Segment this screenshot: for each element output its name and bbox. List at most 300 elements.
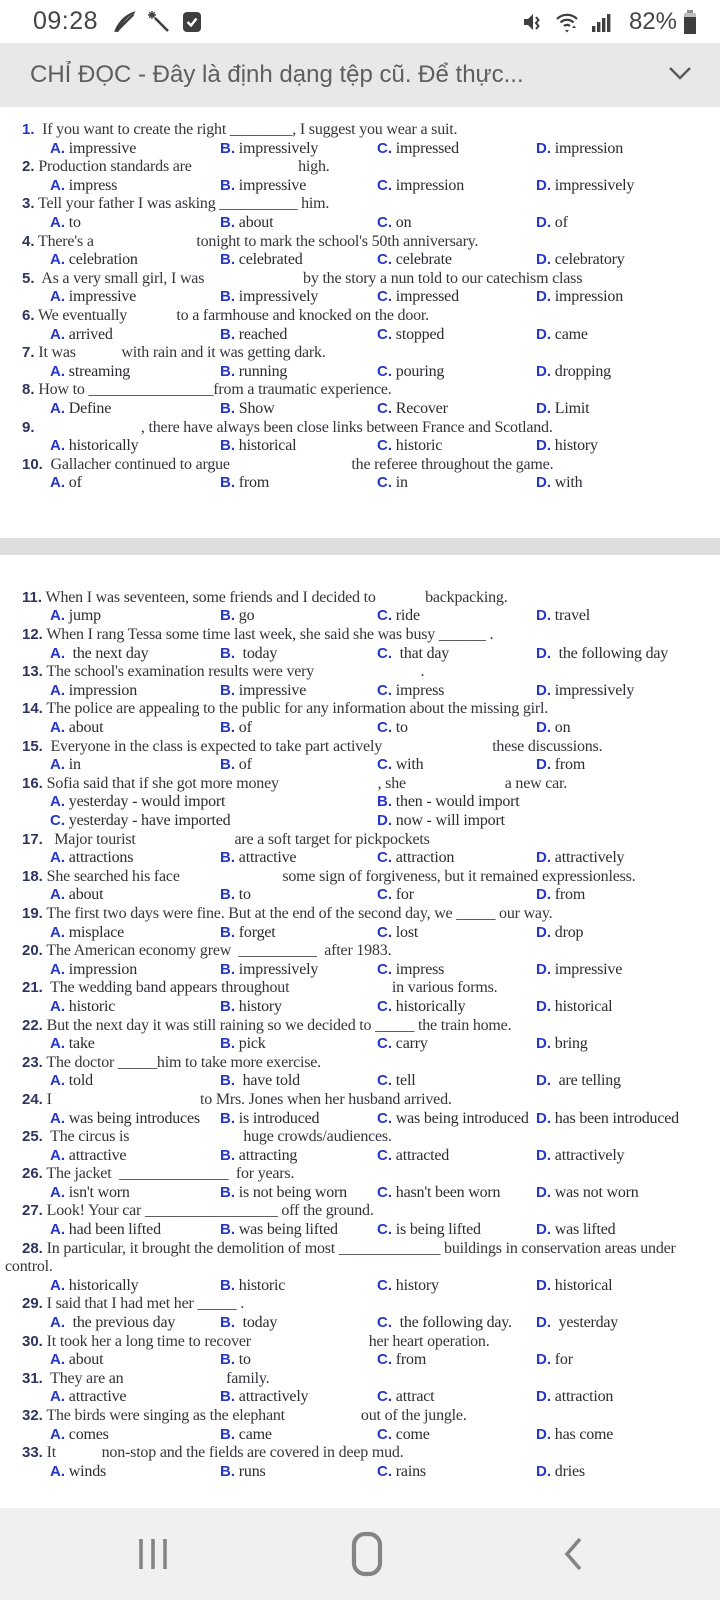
option-letter: A. [50, 325, 65, 343]
option-B [220, 1221, 377, 1240]
options-row-23 [0, 1072, 720, 1091]
options-row-3 [0, 214, 720, 233]
question-number: 29. [22, 1295, 43, 1313]
option-D [536, 1314, 720, 1333]
question-25 [0, 1128, 720, 1147]
option-text: yesterday - would import [65, 793, 226, 811]
option-text: about [65, 1351, 104, 1369]
option-A [50, 756, 220, 775]
home-button[interactable] [344, 1525, 390, 1583]
option-B [220, 719, 377, 738]
question-9 [0, 419, 720, 438]
option-letter: D. [536, 923, 551, 941]
option-text: drop [551, 923, 584, 941]
option-B [220, 1110, 377, 1129]
question-text: But the next day it was still raining so we decided to _____ the train home. [42, 1016, 512, 1034]
option-C [377, 437, 536, 456]
option-letter: C. [377, 1109, 392, 1127]
option-text: for [392, 886, 414, 904]
option-text: the next day [65, 644, 149, 662]
option-letter: A. [50, 1221, 65, 1239]
option-letter: D. [536, 997, 551, 1015]
option-text: is not being worn [235, 1183, 347, 1201]
option-A [50, 1072, 220, 1091]
page-separator [0, 538, 720, 555]
question-21 [0, 979, 720, 998]
question-2 [0, 158, 720, 177]
question-number: 22. [22, 1016, 43, 1034]
option-text: go [235, 607, 255, 625]
option-letter: D. [536, 607, 551, 625]
option-A [50, 474, 220, 493]
option-letter: D. [536, 1035, 551, 1053]
question-text: If you want to create the right ________, I suggest you wear a suit. [34, 121, 458, 138]
option-text: in [392, 474, 408, 492]
question-text: The school's examination results were very . [42, 663, 425, 681]
question-7 [0, 344, 720, 363]
option-C [377, 363, 536, 382]
option-text: was being lifted [235, 1221, 338, 1239]
option-D [536, 924, 720, 943]
option-letter: B. [220, 997, 235, 1015]
option-D [536, 1388, 720, 1407]
option-text: impression [65, 681, 138, 699]
option-letter: B. [220, 719, 235, 737]
option-B [220, 1072, 377, 1091]
option-letter: C. [377, 681, 392, 699]
option-text: in [65, 756, 81, 774]
option-letter: D. [536, 960, 551, 978]
option-letter: B. [220, 1109, 235, 1127]
option-text: impress [392, 960, 445, 978]
option-text: winds [65, 1462, 107, 1480]
option-C [377, 474, 536, 493]
question-text: As a very small girl, I was by the story a nun told to our catechism class [34, 269, 583, 287]
option-D [536, 1463, 720, 1482]
pen-icon [112, 9, 138, 35]
option-text: impress [65, 176, 118, 194]
battery-icon [681, 9, 699, 35]
option-text: impressively [551, 681, 635, 699]
option-text: rains [392, 1462, 426, 1480]
option-letter: C. [377, 437, 392, 455]
option-letter: A. [50, 139, 65, 157]
options-row-24 [0, 1110, 720, 1129]
option-letter: B. [220, 960, 235, 978]
option-text: isn't worn [65, 1183, 130, 1201]
option-letter: B. [220, 681, 235, 699]
option-text: was being introduced [392, 1109, 529, 1127]
option-letter: D. [536, 139, 551, 157]
question-number: 10. [22, 455, 43, 473]
option-D [536, 607, 720, 626]
option-letter: B. [220, 437, 235, 455]
option-text: dries [551, 1462, 585, 1480]
option-D [536, 1351, 720, 1370]
option-D [536, 140, 720, 159]
option-text: streaming [65, 362, 131, 380]
option-C [377, 961, 536, 980]
question-text: There's a tonight to mark the school's 50th anniversary. [34, 232, 479, 250]
option-D [536, 288, 720, 307]
option-D [536, 400, 720, 419]
option-text: misplace [65, 923, 125, 941]
option-letter: A. [50, 681, 65, 699]
option-A [50, 1463, 220, 1482]
options-row-5 [0, 288, 720, 307]
option-letter: C. [377, 644, 392, 662]
option-A [50, 1184, 220, 1203]
option-text: of [235, 719, 252, 737]
option-letter: D. [536, 681, 551, 699]
option-letter: B. [220, 1035, 235, 1053]
option-letter: B. [220, 1388, 235, 1406]
option-letter: A. [50, 719, 65, 737]
options-row-27 [0, 1221, 720, 1240]
option-text: today [235, 644, 278, 662]
options-row-26 [0, 1184, 720, 1203]
option-text: attractive [65, 1388, 127, 1406]
option-text: from [551, 756, 586, 774]
option-text: attract [392, 1388, 435, 1406]
option-D [536, 1110, 720, 1129]
question-14 [0, 700, 720, 719]
option-text: attracted [392, 1146, 450, 1164]
question-text: It was with rain and it was getting dark. [34, 344, 326, 362]
options-row-28 [0, 1277, 720, 1296]
question-11 [0, 589, 720, 608]
option-C [377, 756, 536, 775]
option-letter: D. [536, 719, 551, 737]
option-B [220, 214, 377, 233]
option-B [220, 682, 377, 701]
question-number: 5. [22, 269, 35, 287]
battery-percent: 82% [628, 7, 677, 35]
option-text: Limit [551, 399, 590, 417]
readonly-banner[interactable] [0, 43, 720, 107]
option-letter: B. [220, 1146, 235, 1164]
option-letter: D. [536, 474, 551, 492]
question-number: 27. [22, 1202, 43, 1220]
option-B [220, 1184, 377, 1203]
question-8 [0, 381, 720, 400]
option-text: celebrated [235, 251, 303, 269]
option-text: comes [65, 1425, 109, 1443]
option-text: the following day [551, 644, 669, 662]
option-letter: B. [220, 1462, 235, 1480]
option-C [377, 645, 536, 664]
question-number: 30. [22, 1332, 43, 1350]
option-C [377, 288, 536, 307]
question-number: 16. [22, 774, 43, 792]
option-text: attractively [235, 1388, 309, 1406]
option-text: was being introduces [65, 1109, 200, 1127]
option-letter: C. [377, 607, 392, 625]
options-row-10 [0, 474, 720, 493]
option-letter: B. [220, 1221, 235, 1239]
option-letter: B. [220, 325, 235, 343]
option-letter: C. [377, 1146, 392, 1164]
option-letter: C. [377, 1351, 392, 1369]
option-text: yesterday - have imported [65, 812, 231, 829]
option-text: arrived [65, 325, 113, 343]
options-row-19 [0, 924, 720, 943]
options-row-11 [0, 607, 720, 626]
option-text: historically [392, 997, 466, 1015]
option-letter: A. [50, 1351, 65, 1369]
option-letter: C. [377, 474, 392, 492]
option-text: lost [392, 923, 419, 941]
option-C [377, 1277, 536, 1296]
question-32 [0, 1407, 720, 1426]
wifi-icon [553, 10, 581, 34]
option-letter: C. [377, 1183, 392, 1201]
options-row-32 [0, 1426, 720, 1445]
question-28 [0, 1240, 720, 1277]
question-number: 18. [22, 867, 43, 885]
option-text: forget [235, 923, 276, 941]
option-letter: C. [377, 1462, 392, 1480]
option-C [377, 140, 536, 159]
option-A [50, 1110, 220, 1129]
options-row-16 [0, 812, 720, 831]
option-text: to [235, 886, 251, 904]
option-letter: A. [50, 176, 65, 194]
question-4 [0, 233, 720, 252]
option-letter: C. [377, 923, 392, 941]
option-A [50, 1221, 220, 1240]
option-text: historic [235, 1276, 286, 1294]
question-text: How to ________________from a traumatic experience. [34, 381, 392, 399]
option-A [50, 886, 220, 905]
options-row-6 [0, 326, 720, 345]
option-C [377, 886, 536, 905]
question-text: The doctor _____him to take more exercise. [42, 1053, 321, 1071]
option-text: has been introduced [551, 1109, 679, 1127]
question-number: 6. [22, 306, 35, 324]
option-A [50, 1314, 220, 1333]
option-letter: D. [536, 362, 551, 380]
question-number: 33. [22, 1444, 43, 1462]
option-A [50, 924, 220, 943]
option-letter: A. [50, 1314, 65, 1332]
question-number: 9. [22, 418, 35, 436]
option-C [377, 1351, 536, 1370]
options-row-13 [0, 682, 720, 701]
option-letter: C. [377, 362, 392, 380]
option-letter: A. [50, 1388, 65, 1406]
question-text: The American economy grew __________ after 1983. [42, 942, 392, 960]
option-text: impressive [235, 176, 307, 194]
option-text: impressively [235, 139, 319, 157]
option-letter: A. [50, 849, 65, 867]
options-row-2 [0, 177, 720, 196]
option-D [536, 886, 720, 905]
question-number: 23. [22, 1053, 43, 1071]
option-B [220, 177, 377, 196]
option-letter: A. [50, 1276, 65, 1294]
options-row-7 [0, 363, 720, 382]
question-13 [0, 663, 720, 682]
option-C [377, 1221, 536, 1240]
option-B [220, 849, 377, 868]
option-B [220, 645, 377, 664]
option-text: about [235, 213, 274, 231]
option-A [50, 645, 220, 664]
option-D [536, 251, 720, 270]
question-text: The circus is huge crowds/audiences. [42, 1128, 392, 1146]
status-bar [0, 0, 720, 43]
option-C [377, 924, 536, 943]
option-text: the following day. [392, 1314, 512, 1332]
option-A [50, 1035, 220, 1054]
option-letter: A. [50, 644, 65, 662]
option-letter: A. [50, 1462, 65, 1480]
option-C [377, 849, 536, 868]
option-text: hasn't been worn [392, 1183, 501, 1201]
option-text: attractive [235, 849, 297, 867]
option-letter: B. [220, 849, 235, 867]
option-B [220, 474, 377, 493]
option-C [377, 1314, 536, 1333]
option-D [536, 719, 720, 738]
option-text: came [551, 325, 588, 343]
option-letter: D. [377, 812, 392, 829]
option-letter: A. [50, 1035, 65, 1053]
option-B [220, 1388, 377, 1407]
option-text: from [392, 1351, 427, 1369]
option-D [536, 1221, 720, 1240]
option-text: of [65, 474, 82, 492]
option-letter: D. [536, 399, 551, 417]
option-text: impressed [392, 288, 459, 306]
option-letter: C. [377, 288, 392, 306]
question-text: When I rang Tessa some time last week, she said she was busy ______ . [42, 626, 494, 644]
option-C [377, 1388, 536, 1407]
chevron-down-icon[interactable] [668, 66, 692, 85]
option-letter: D. [536, 1146, 551, 1164]
question-12 [0, 626, 720, 645]
question-number: 2. [22, 158, 35, 176]
option-letter: A. [50, 1146, 65, 1164]
options-row-17 [0, 849, 720, 868]
question-number: 13. [22, 663, 43, 681]
option-text: impressive [235, 681, 307, 699]
question-number: 25. [22, 1128, 43, 1146]
option-B [220, 607, 377, 626]
option-letter: D. [536, 288, 551, 306]
options-row-31 [0, 1388, 720, 1407]
option-B [220, 326, 377, 345]
option-letter: C. [377, 1276, 392, 1294]
option-A [50, 1351, 220, 1370]
option-C [377, 326, 536, 345]
option-text: was not worn [551, 1183, 639, 1201]
option-text: came [235, 1425, 272, 1443]
option-A [50, 251, 220, 270]
question-number: 26. [22, 1165, 43, 1183]
option-text: of [235, 756, 252, 774]
option-letter: D. [536, 644, 551, 662]
question-26 [0, 1165, 720, 1184]
option-letter: C. [50, 812, 65, 829]
option-text: runs [235, 1462, 266, 1480]
question-text: In particular, it brought the demolition of most _____________ buildings in conservation areas under control. [5, 1239, 680, 1276]
question-text: , there have always been close links between France and Scotland. [34, 418, 553, 436]
question-text: I said that I had met her _____ . [42, 1295, 245, 1313]
option-letter: A. [50, 213, 65, 231]
option-letter: A. [50, 997, 65, 1015]
option-letter: A. [50, 886, 65, 904]
option-C [377, 1035, 536, 1054]
option-letter: A. [50, 362, 65, 380]
question-16 [0, 775, 720, 794]
option-letter: B. [220, 362, 235, 380]
option-text: from [235, 474, 270, 492]
option-letter: B. [220, 923, 235, 941]
option-letter: C. [377, 251, 392, 269]
option-text: impressively [235, 960, 319, 978]
option-D [536, 1184, 720, 1203]
question-text: We eventually to a farmhouse and knocked on the door. [34, 306, 429, 324]
option-text: running [235, 362, 288, 380]
option-B [220, 140, 377, 159]
option-letter: D. [536, 1462, 551, 1480]
option-A [50, 793, 377, 812]
option-text: ride [392, 607, 420, 625]
back-button[interactable] [558, 1531, 590, 1577]
options-row-22 [0, 1035, 720, 1054]
question-23 [0, 1054, 720, 1073]
option-text: is introduced [235, 1109, 320, 1127]
option-D [536, 756, 720, 775]
option-letter: C. [377, 960, 392, 978]
option-letter: B. [220, 1072, 235, 1090]
question-text: Production standards are high. [34, 158, 330, 176]
option-letter: D. [536, 1221, 551, 1239]
option-text: had been lifted [65, 1221, 161, 1239]
option-letter: C. [377, 176, 392, 194]
options-row-12 [0, 645, 720, 664]
question-number: 32. [22, 1407, 43, 1424]
options-row-9 [0, 437, 720, 456]
option-A [50, 719, 220, 738]
option-B [220, 1035, 377, 1054]
option-B [220, 998, 377, 1017]
option-C [377, 998, 536, 1017]
option-letter: B. [220, 1425, 235, 1443]
option-B [220, 400, 377, 419]
option-text: on [551, 719, 571, 737]
question-3 [0, 195, 720, 214]
option-letter: D. [536, 437, 551, 455]
option-letter: D. [536, 1109, 551, 1127]
question-text: Sofia said that if she got more money , she a new car. [42, 774, 568, 792]
option-text: about [65, 886, 104, 904]
recents-button[interactable] [130, 1530, 176, 1578]
banner-text: CHỈ ĐỌC - Đây là định dạng tệp cũ. Để thực... [30, 61, 524, 88]
page-2 [0, 555, 720, 1508]
option-text: Recover [392, 399, 448, 417]
option-A [50, 1277, 220, 1296]
question-number: 15. [22, 737, 43, 755]
question-text: It non-stop and the fields are covered in deep mud. [42, 1444, 404, 1462]
option-text: attraction [392, 849, 455, 867]
option-text: from [551, 886, 586, 904]
option-A [50, 437, 220, 456]
question-20 [0, 942, 720, 961]
option-letter: C. [377, 1035, 392, 1053]
